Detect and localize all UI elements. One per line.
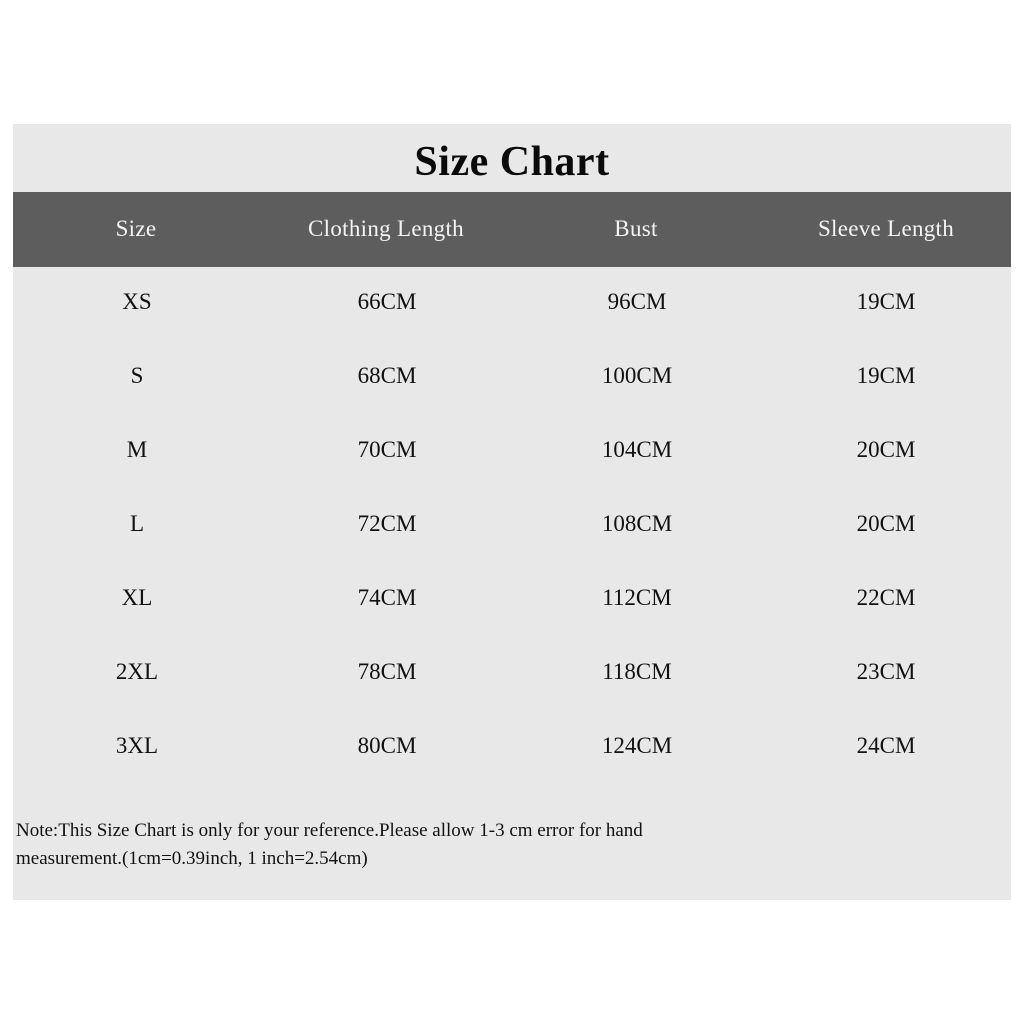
cell-bust: 112CM xyxy=(602,585,672,610)
table-row xyxy=(13,489,1011,563)
table-row xyxy=(13,711,1011,785)
table-row xyxy=(13,341,1011,415)
table-row xyxy=(13,415,1011,489)
cell-clothing-length: 78CM xyxy=(357,659,417,684)
cell-sleeve-length: 20CM xyxy=(856,511,916,536)
cell-sleeve-length: 23CM xyxy=(856,659,916,684)
cell-bust: 100CM xyxy=(601,363,673,388)
cell-size: S xyxy=(130,363,144,388)
cell-bust: 124CM xyxy=(601,733,673,758)
header-clothing-length: Clothing Length xyxy=(308,216,464,241)
cell-size: M xyxy=(126,437,148,462)
cell-sleeve-length: 20CM xyxy=(856,437,916,462)
cell-clothing-length: 70CM xyxy=(357,437,417,462)
cell-clothing-length: 66CM xyxy=(357,289,417,314)
cell-size: XL xyxy=(121,585,153,610)
note-line-2: measurement.(1cm=0.39inch, 1 inch=2.54cm) xyxy=(16,848,368,869)
cell-sleeve-length: 24CM xyxy=(856,733,916,758)
cell-size: 3XL xyxy=(115,733,159,758)
page-title: Size Chart xyxy=(414,139,610,185)
cell-clothing-length: 68CM xyxy=(357,363,417,388)
table-row xyxy=(13,267,1011,341)
reference-note xyxy=(16,817,796,873)
header-sleeve-length: Sleeve Length xyxy=(817,216,955,241)
cell-size: 2XL xyxy=(115,659,159,684)
header-bust: Bust xyxy=(614,216,658,241)
cell-sleeve-length: 19CM xyxy=(856,363,916,388)
cell-size: XS xyxy=(122,289,152,314)
table-row xyxy=(13,637,1011,711)
cell-bust: 96CM xyxy=(607,289,667,314)
cell-clothing-length: 80CM xyxy=(357,733,417,758)
cell-clothing-length: 74CM xyxy=(357,585,417,610)
cell-bust: 104CM xyxy=(601,437,673,462)
size-chart-card xyxy=(13,124,1011,900)
header-size: Size xyxy=(115,216,157,241)
table-header xyxy=(13,192,1011,267)
cell-bust: 108CM xyxy=(601,511,673,536)
cell-size: L xyxy=(129,511,145,536)
cell-bust: 118CM xyxy=(602,659,672,684)
cell-sleeve-length: 22CM xyxy=(856,585,916,610)
cell-clothing-length: 72CM xyxy=(357,511,417,536)
table-row xyxy=(13,563,1011,637)
note-line-1: Note:This Size Chart is only for your reference.Please allow 1-3 cm error for hand xyxy=(16,820,643,841)
cell-sleeve-length: 19CM xyxy=(856,289,916,314)
